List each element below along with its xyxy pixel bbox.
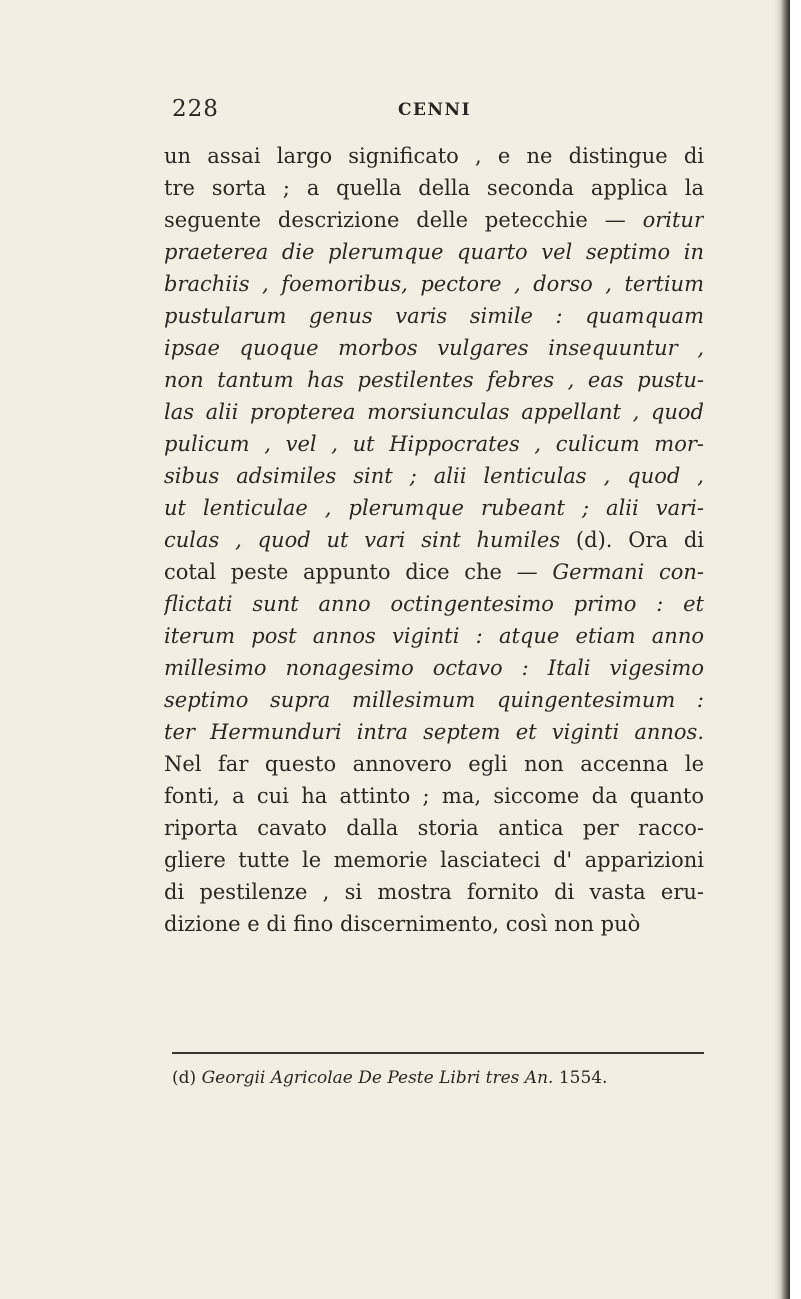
text-line xyxy=(164,812,704,844)
text-segment: ut lenticulae , plerumque rubeant ; alii vari- xyxy=(164,496,704,520)
page-edge-shadow xyxy=(774,0,790,1299)
text-segment: las alii propterea morsiunculas appellant , quod xyxy=(164,400,704,424)
text-segment: gliere tutte le memorie lasciateci d' apparizioni xyxy=(164,848,704,872)
text-segment: cotal peste appunto dice che — xyxy=(164,560,553,584)
text-line xyxy=(164,172,704,204)
text-line xyxy=(164,140,704,172)
text-line xyxy=(164,524,704,556)
text-segment: iterum post annos viginti : atque etiam anno xyxy=(164,624,704,648)
text-segment: septimo supra millesimum quingentesimum : xyxy=(164,688,704,712)
text-line xyxy=(164,204,704,236)
text-line xyxy=(164,716,704,748)
text-segment: (d). Ora di xyxy=(560,528,704,552)
text-segment: tre sorta ; a quella della seconda applica la xyxy=(164,176,704,200)
text-line xyxy=(164,268,704,300)
text-line xyxy=(164,748,704,780)
text-segment: millesimo nonagesimo octavo : Itali vigesimo xyxy=(164,656,704,680)
text-line xyxy=(164,556,704,588)
text-line xyxy=(164,428,704,460)
text-line xyxy=(164,364,704,396)
text-segment: un assai largo significato , e ne distingue di xyxy=(164,144,704,168)
text-segment: oritur xyxy=(642,208,704,232)
text-segment: riporta cavato dalla storia antica per racco- xyxy=(164,816,704,840)
text-segment: dizione e di fino discernimento, così non può xyxy=(164,912,641,936)
text-line xyxy=(164,460,704,492)
text-line xyxy=(164,876,704,908)
text-line xyxy=(164,780,704,812)
footnote-rule xyxy=(172,1052,704,1054)
text-line xyxy=(164,652,704,684)
page-number: 228 xyxy=(172,96,219,122)
text-line xyxy=(164,844,704,876)
text-segment: pustularum genus varis simile : quamquam xyxy=(164,304,704,328)
running-head: CENNI xyxy=(398,100,472,120)
text-segment: ipsae quoque morbos vulgares insequuntur , xyxy=(164,336,704,360)
text-segment: sibus adsimiles sint ; alii lenticulas , quod , xyxy=(164,464,704,488)
footnote-marker: (d) xyxy=(172,1068,197,1088)
text-segment: praeterea die plerumque quarto vel septimo in xyxy=(164,240,704,264)
text-segment: di pestilenze , si mostra fornito di vasta eru- xyxy=(164,880,704,904)
text-segment: pulicum , vel , ut Hippocrates , culicum mor- xyxy=(164,432,704,456)
text-segment: brachiis , foemoribus, pectore , dorso , tertium xyxy=(164,272,704,296)
text-segment: fonti, a cui ha attinto ; ma, siccome da quanto xyxy=(164,784,704,808)
text-line xyxy=(164,300,704,332)
footnote-year: 1554. xyxy=(558,1068,608,1088)
text-line xyxy=(164,236,704,268)
text-segment: flictati sunt anno octingentesimo primo : et xyxy=(164,592,704,616)
text-line xyxy=(164,588,704,620)
text-segment: culas , quod ut vari sint humiles xyxy=(164,528,561,552)
text-line xyxy=(164,396,704,428)
text-line xyxy=(164,620,704,652)
text-segment: ter Hermunduri intra septem et viginti annos. xyxy=(164,720,704,744)
text-line xyxy=(164,684,704,716)
footnote xyxy=(172,1066,712,1090)
text-segment: Germani con- xyxy=(552,560,704,584)
text-segment: seguente descrizione delle petecchie — xyxy=(164,208,643,232)
body-text xyxy=(164,140,704,940)
text-segment: non tantum has pestilentes febres , eas pustu- xyxy=(164,368,704,392)
text-segment: Nel far questo annovero egli non accenna le xyxy=(164,752,704,776)
text-line xyxy=(164,332,704,364)
page-header xyxy=(172,96,692,130)
footnote-text: Georgii Agricolae De Peste Libri tres An. xyxy=(201,1068,554,1088)
text-line xyxy=(164,492,704,524)
text-line xyxy=(164,908,704,940)
